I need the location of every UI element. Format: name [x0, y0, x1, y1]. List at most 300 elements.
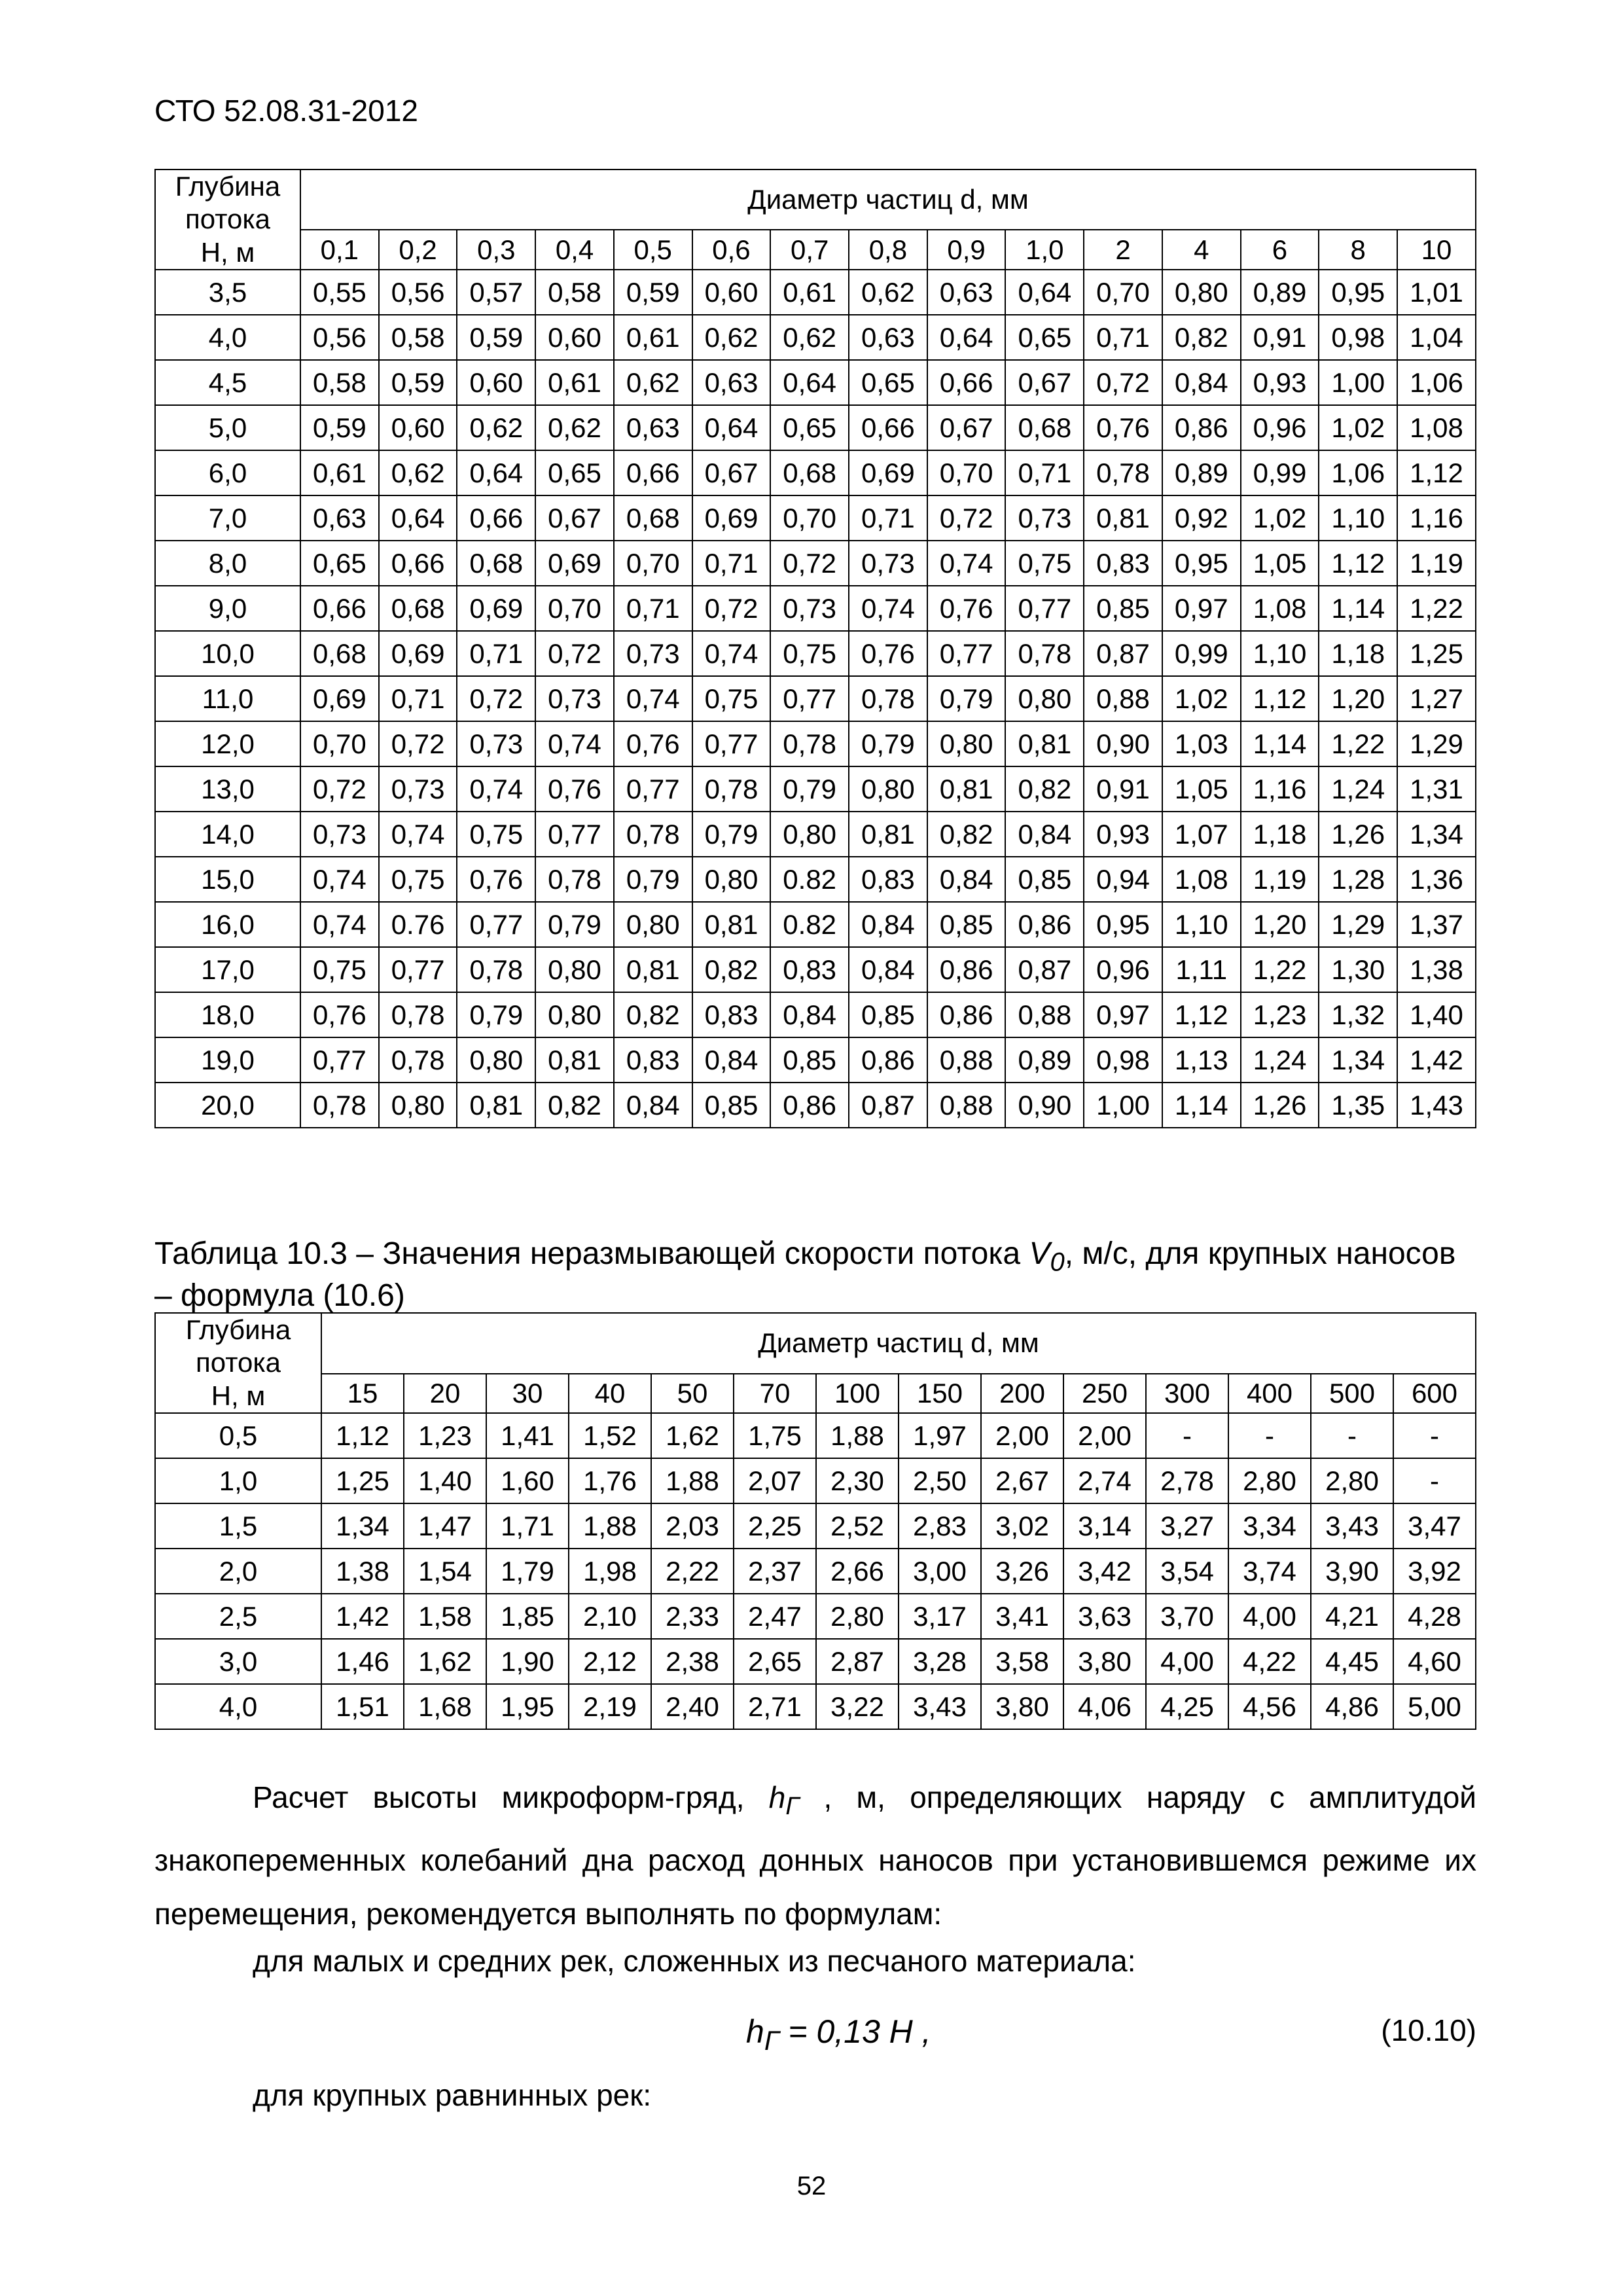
table1-value-cell: 0,68 — [300, 631, 379, 676]
table2-diameter-cell: 200 — [981, 1374, 1063, 1413]
table1-value-cell: 0,63 — [692, 360, 771, 405]
table1-value-cell: 0.82 — [770, 902, 849, 947]
table1-value-cell: 1,18 — [1241, 812, 1319, 857]
table2-value-cell: 4,86 — [1311, 1684, 1393, 1729]
table1-value-cell: 0,59 — [379, 360, 457, 405]
table-row — [155, 1037, 1476, 1083]
table1-value-cell: 0,74 — [535, 721, 614, 766]
table1-value-cell: 0,70 — [927, 450, 1006, 495]
paragraph-large-rivers: для крупных равнинных рек: — [253, 2078, 652, 2112]
table1-value-cell: 1,42 — [1397, 1037, 1476, 1083]
table2-value-cell: 3,34 — [1228, 1503, 1311, 1549]
table1-value-cell: 0,66 — [379, 541, 457, 586]
table2-diameter-cell: 30 — [486, 1374, 569, 1413]
table-row — [155, 450, 1476, 495]
table1-value-cell: 0,88 — [927, 1083, 1006, 1128]
table2-value-cell: 3,92 — [1393, 1549, 1476, 1594]
table2-value-cell: 2,87 — [816, 1639, 899, 1684]
table1-value-cell: 0,94 — [1084, 857, 1162, 902]
table1-value-cell: 0,85 — [1005, 857, 1084, 902]
table1-value-cell: 0,65 — [300, 541, 379, 586]
table2-value-cell: 2,66 — [816, 1549, 899, 1594]
table1-value-cell: 0,70 — [300, 721, 379, 766]
table2-value-cell: 1,41 — [486, 1413, 569, 1458]
table1-value-cell: 0,99 — [1162, 631, 1241, 676]
table1-value-cell: 0,71 — [692, 541, 771, 586]
table2-value-cell: 3,43 — [1311, 1503, 1393, 1549]
table1-value-cell: 0,92 — [1162, 495, 1241, 541]
table1-value-cell: 0,65 — [770, 405, 849, 450]
table2-value-cell: 3,02 — [981, 1503, 1063, 1549]
table1-value-cell: 0,96 — [1241, 405, 1319, 450]
table1-value-cell: 0,80 — [379, 1083, 457, 1128]
table1-value-cell: 0,87 — [1005, 947, 1084, 992]
table2-value-cell: 3,90 — [1311, 1549, 1393, 1594]
table1-depth-cell: 3,5 — [155, 270, 300, 315]
table2-value-cell: - — [1393, 1458, 1476, 1503]
table2-value-cell: 3,54 — [1146, 1549, 1228, 1594]
table1-value-cell: 0,98 — [1084, 1037, 1162, 1083]
table-row — [155, 495, 1476, 541]
table-row — [155, 1458, 1476, 1503]
table1-value-cell: 1,37 — [1397, 902, 1476, 947]
table1-value-cell: 0,69 — [535, 541, 614, 586]
table2-value-cell: 1,60 — [486, 1458, 569, 1503]
table1-value-cell: 0,77 — [692, 721, 771, 766]
table2-value-cell: 2,03 — [651, 1503, 734, 1549]
table1-depth-cell: 11,0 — [155, 676, 300, 721]
table1-value-cell: 0,78 — [535, 857, 614, 902]
table1-value-cell: 0,87 — [1084, 631, 1162, 676]
table2-value-cell: 1,98 — [569, 1549, 651, 1594]
table2-value-cell: 2,78 — [1146, 1458, 1228, 1503]
table1-value-cell: 0,95 — [1084, 902, 1162, 947]
table1-value-cell: 0,62 — [614, 360, 692, 405]
table1-value-cell: 0,79 — [927, 676, 1006, 721]
table1-value-cell: 0,67 — [1005, 360, 1084, 405]
table2-diameter-cell: 400 — [1228, 1374, 1311, 1413]
table2-diameter-header: Диаметр частиц d, мм — [321, 1313, 1476, 1374]
table2-value-cell: 2,19 — [569, 1684, 651, 1729]
table1-value-cell: 0,72 — [457, 676, 535, 721]
table2-value-cell: 1,88 — [816, 1413, 899, 1458]
table1-diameter-cell: 0,3 — [457, 230, 535, 270]
table2-value-cell: 1,38 — [321, 1549, 404, 1594]
table1-depth-cell: 4,5 — [155, 360, 300, 405]
table1-value-cell: 0,67 — [535, 495, 614, 541]
table1-value-cell: 0,96 — [1084, 947, 1162, 992]
page-number: 52 — [796, 2172, 827, 2200]
table2-value-cell: 3,80 — [1063, 1639, 1146, 1684]
table1-value-cell: 0,95 — [1319, 270, 1397, 315]
table1-value-cell: 1,12 — [1397, 450, 1476, 495]
table1-depth-cell: 20,0 — [155, 1083, 300, 1128]
table1-diameter-cell: 10 — [1397, 230, 1476, 270]
table1-value-cell: 0,81 — [692, 902, 771, 947]
table1-depth-header: Глубина потока Н, м — [155, 170, 300, 270]
table2-value-cell: 1,46 — [321, 1639, 404, 1684]
table1-value-cell: 0,84 — [692, 1037, 771, 1083]
table1-value-cell: 1,10 — [1162, 902, 1241, 947]
table1-diameter-cell: 0,7 — [770, 230, 849, 270]
table1-value-cell: 0,61 — [614, 315, 692, 360]
table1-value-cell: 0,83 — [614, 1037, 692, 1083]
table-row — [155, 586, 1476, 631]
table1-value-cell: 0,72 — [535, 631, 614, 676]
table1-value-cell: 1,16 — [1397, 495, 1476, 541]
table2-value-cell: 4,60 — [1393, 1639, 1476, 1684]
table1-diameter-cell: 0,6 — [692, 230, 771, 270]
table-row — [155, 1083, 1476, 1128]
table1-value-cell: 1,08 — [1397, 405, 1476, 450]
table1-value-cell: 0,98 — [1319, 315, 1397, 360]
table1-value-cell: 1,26 — [1319, 812, 1397, 857]
table2-value-cell: 1,42 — [321, 1594, 404, 1639]
table1-value-cell: 0,74 — [457, 766, 535, 812]
table1-value-cell: 0,69 — [379, 631, 457, 676]
table1-value-cell: 0,80 — [927, 721, 1006, 766]
table1-value-cell: 0,63 — [300, 495, 379, 541]
table-row — [155, 766, 1476, 812]
table1-value-cell: 0,72 — [770, 541, 849, 586]
table1-value-cell: 1,34 — [1397, 812, 1476, 857]
table1-depth-cell: 12,0 — [155, 721, 300, 766]
table1-value-cell: 0.76 — [379, 902, 457, 947]
table-row — [155, 360, 1476, 405]
table1-value-cell: 1,12 — [1162, 992, 1241, 1037]
table1-value-cell: 0,81 — [849, 812, 927, 857]
table1-value-cell: 1,25 — [1397, 631, 1476, 676]
table2-value-cell: 1,25 — [321, 1458, 404, 1503]
table1-diameter-cell: 6 — [1241, 230, 1319, 270]
table1-value-cell: 0,71 — [457, 631, 535, 676]
table1-value-cell: 0,62 — [692, 315, 771, 360]
table2-value-cell: 1,90 — [486, 1639, 569, 1684]
table1-value-cell: 0,77 — [927, 631, 1006, 676]
table2-value-cell: 1,62 — [651, 1413, 734, 1458]
table1-value-cell: 0,99 — [1241, 450, 1319, 495]
table1-value-cell: 0,80 — [535, 992, 614, 1037]
table2-value-cell: 1,68 — [404, 1684, 486, 1729]
table-row — [155, 1503, 1476, 1549]
table2-value-cell: 1,12 — [321, 1413, 404, 1458]
table1-value-cell: 0,91 — [1084, 766, 1162, 812]
table1-value-cell: 1,10 — [1241, 631, 1319, 676]
table2-value-cell: 4,00 — [1146, 1639, 1228, 1684]
table2-value-cell: 4,22 — [1228, 1639, 1311, 1684]
table-row — [155, 1594, 1476, 1639]
table1-value-cell: 0,78 — [1084, 450, 1162, 495]
table1-value-cell: 0,90 — [1005, 1083, 1084, 1128]
table2-value-cell: 1,40 — [404, 1458, 486, 1503]
table1-value-cell: 0,82 — [535, 1083, 614, 1128]
table1-value-cell: 1,22 — [1397, 586, 1476, 631]
table2-value-cell: 3,42 — [1063, 1549, 1146, 1594]
table1-diameter-cell: 2 — [1084, 230, 1162, 270]
table1-value-cell: 0,72 — [379, 721, 457, 766]
table2-value-cell: 2,50 — [899, 1458, 981, 1503]
table1-value-cell: 0,79 — [849, 721, 927, 766]
table1-value-cell: 1,31 — [1397, 766, 1476, 812]
table2-value-cell: 3,41 — [981, 1594, 1063, 1639]
table1-value-cell: 0,78 — [379, 1037, 457, 1083]
table1-value-cell: 0,64 — [379, 495, 457, 541]
table1-value-cell: 0,85 — [849, 992, 927, 1037]
table2-value-cell: 2,22 — [651, 1549, 734, 1594]
table-row — [155, 902, 1476, 947]
table1-value-cell: 0,57 — [457, 270, 535, 315]
table1-value-cell: 0,80 — [1005, 676, 1084, 721]
table1-value-cell: 0,79 — [692, 812, 771, 857]
table1-value-cell: 0,62 — [770, 315, 849, 360]
table2-value-cell: 3,47 — [1393, 1503, 1476, 1549]
table1-value-cell: 0,81 — [457, 1083, 535, 1128]
table1-value-cell: 0,58 — [379, 315, 457, 360]
table1-value-cell: 0,89 — [1005, 1037, 1084, 1083]
table1-value-cell: 0,93 — [1084, 812, 1162, 857]
table1-value-cell: 0,64 — [770, 360, 849, 405]
table1-value-cell: 0,66 — [927, 360, 1006, 405]
table2-value-cell: - — [1146, 1413, 1228, 1458]
table2-depth-cell: 1,0 — [155, 1458, 321, 1503]
table2-value-cell: 4,00 — [1228, 1594, 1311, 1639]
table2-value-cell: 2,33 — [651, 1594, 734, 1639]
table1-value-cell: 0,72 — [300, 766, 379, 812]
table1-value-cell: 0,63 — [927, 270, 1006, 315]
table2-value-cell: 1,88 — [569, 1503, 651, 1549]
table1-value-cell: 0,78 — [457, 947, 535, 992]
table1-diameter-cell: 0,9 — [927, 230, 1006, 270]
table1-value-cell: 0,74 — [614, 676, 692, 721]
table2-value-cell: 3,70 — [1146, 1594, 1228, 1639]
table1-value-cell: 0,87 — [849, 1083, 927, 1128]
table1-value-cell: 0,79 — [614, 857, 692, 902]
table-row — [155, 405, 1476, 450]
table1-value-cell: 1,36 — [1397, 857, 1476, 902]
table1-value-cell: 0,81 — [1005, 721, 1084, 766]
table1-value-cell: 1,43 — [1397, 1083, 1476, 1128]
document-code: СТО 52.08.31-2012 — [154, 94, 418, 128]
table1-value-cell: 1,22 — [1241, 947, 1319, 992]
critical-velocity-table-fine — [154, 169, 1476, 1128]
table1-value-cell: 0,95 — [1162, 541, 1241, 586]
table-row — [155, 947, 1476, 992]
table1-depth-cell: 13,0 — [155, 766, 300, 812]
table1-depth-cell: 5,0 — [155, 405, 300, 450]
table1-value-cell: 0,59 — [300, 405, 379, 450]
table1-value-cell: 0,77 — [379, 947, 457, 992]
table2-value-cell: 2,80 — [816, 1594, 899, 1639]
table2-value-cell: 2,00 — [1063, 1413, 1146, 1458]
table1-value-cell: 0,89 — [1162, 450, 1241, 495]
table1-value-cell: 1,00 — [1319, 360, 1397, 405]
table1-value-cell: 0,75 — [379, 857, 457, 902]
table1-value-cell: 0,89 — [1241, 270, 1319, 315]
table1-value-cell: 0,86 — [770, 1083, 849, 1128]
table1-value-cell: 0,81 — [614, 947, 692, 992]
table1-value-cell: 0,73 — [770, 586, 849, 631]
table1-value-cell: 1,18 — [1319, 631, 1397, 676]
table1-value-cell: 0,70 — [1084, 270, 1162, 315]
table1-value-cell: 0,67 — [927, 405, 1006, 450]
table1-value-cell: 0,56 — [379, 270, 457, 315]
table1-value-cell: 0,61 — [535, 360, 614, 405]
table1-value-cell: 1,11 — [1162, 947, 1241, 992]
table1-diameter-cell: 0,1 — [300, 230, 379, 270]
table2-value-cell: 1,97 — [899, 1413, 981, 1458]
table1-value-cell: 0,86 — [1005, 902, 1084, 947]
table1-value-cell: 0,64 — [1005, 270, 1084, 315]
table1-value-cell: 0,56 — [300, 315, 379, 360]
table2-diameter-cell: 500 — [1311, 1374, 1393, 1413]
table1-value-cell: 0,77 — [770, 676, 849, 721]
table2-value-cell: 5,00 — [1393, 1684, 1476, 1729]
table1-value-cell: 0,82 — [1005, 766, 1084, 812]
table1-depth-cell: 17,0 — [155, 947, 300, 992]
table1-value-cell: 0,63 — [849, 315, 927, 360]
table1-value-cell: 0,62 — [849, 270, 927, 315]
table1-value-cell: 0,74 — [849, 586, 927, 631]
table2-depth-cell: 2,0 — [155, 1549, 321, 1594]
table1-value-cell: 0,80 — [457, 1037, 535, 1083]
table1-value-cell: 0,76 — [927, 586, 1006, 631]
table1-value-cell: 1,14 — [1319, 586, 1397, 631]
table1-value-cell: 0,85 — [692, 1083, 771, 1128]
table1-value-cell: 0,66 — [457, 495, 535, 541]
table1-value-cell: 0,76 — [614, 721, 692, 766]
table1-value-cell: 0,58 — [300, 360, 379, 405]
table1-value-cell: 0,71 — [1084, 315, 1162, 360]
table1-value-cell: 0,74 — [300, 857, 379, 902]
table1-value-cell: 0,78 — [300, 1083, 379, 1128]
table1-value-cell: 0,66 — [300, 586, 379, 631]
table2-depth-cell: 2,5 — [155, 1594, 321, 1639]
table1-value-cell: 0,75 — [300, 947, 379, 992]
table1-value-cell: 1,08 — [1241, 586, 1319, 631]
table2-value-cell: 3,43 — [899, 1684, 981, 1729]
table1-value-cell: 1,19 — [1241, 857, 1319, 902]
table1-value-cell: 0,77 — [457, 902, 535, 947]
table1-value-cell: 0,73 — [457, 721, 535, 766]
table1-value-cell: 0,80 — [1162, 270, 1241, 315]
table2-value-cell: 3,22 — [816, 1684, 899, 1729]
table1-depth-cell: 14,0 — [155, 812, 300, 857]
table2-value-cell: 1,58 — [404, 1594, 486, 1639]
table2-depth-header: Глубина потока Н, м — [155, 1313, 321, 1413]
table1-value-cell: 0,80 — [614, 902, 692, 947]
table1-diameter-cell: 4 — [1162, 230, 1241, 270]
table1-value-cell: 1,29 — [1397, 721, 1476, 766]
table1-value-cell: 0,69 — [849, 450, 927, 495]
table1-value-cell: 0,80 — [849, 766, 927, 812]
table2-depth-cell: 0,5 — [155, 1413, 321, 1458]
table1-value-cell: 0,84 — [927, 857, 1006, 902]
table2-value-cell: - — [1393, 1413, 1476, 1458]
table1-value-cell: 0,73 — [849, 541, 927, 586]
table1-value-cell: 0,73 — [379, 766, 457, 812]
formula-number: (10.10) — [1381, 2013, 1476, 2047]
table2-value-cell: 4,25 — [1146, 1684, 1228, 1729]
table1-value-cell: 0,59 — [614, 270, 692, 315]
table2-depth-cell: 4,0 — [155, 1684, 321, 1729]
table1-value-cell: 0,82 — [1162, 315, 1241, 360]
table1-value-cell: 0,68 — [770, 450, 849, 495]
table1-diameter-cell: 0,5 — [614, 230, 692, 270]
table2-value-cell: 2,00 — [981, 1413, 1063, 1458]
table1-diameter-cell: 1,0 — [1005, 230, 1084, 270]
table1-value-cell: 1,23 — [1241, 992, 1319, 1037]
table2-value-cell: 2,25 — [734, 1503, 816, 1549]
table1-value-cell: 0,64 — [927, 315, 1006, 360]
table1-value-cell: 0,67 — [692, 450, 771, 495]
table1-diameter-cell: 0,4 — [535, 230, 614, 270]
table1-value-cell: 0,64 — [457, 450, 535, 495]
table1-value-cell: 0,78 — [614, 812, 692, 857]
table-row — [155, 812, 1476, 857]
table2-depth-cell: 3,0 — [155, 1639, 321, 1684]
table1-value-cell: 0,82 — [692, 947, 771, 992]
table1-diameter-cell: 0,2 — [379, 230, 457, 270]
table2-value-cell: 2,74 — [1063, 1458, 1146, 1503]
table2-value-cell: 3,00 — [899, 1549, 981, 1594]
table1-value-cell: 0,88 — [1005, 992, 1084, 1037]
table1-value-cell: 1,24 — [1241, 1037, 1319, 1083]
table1-value-cell: 0,80 — [692, 857, 771, 902]
table1-value-cell: 0,75 — [1005, 541, 1084, 586]
table1-value-cell: 0,72 — [692, 586, 771, 631]
table1-value-cell: 0,81 — [535, 1037, 614, 1083]
table2-value-cell: 1,34 — [321, 1503, 404, 1549]
table1-value-cell: 1,26 — [1241, 1083, 1319, 1128]
table1-value-cell: 0,69 — [457, 586, 535, 631]
table1-value-cell: 0,84 — [849, 902, 927, 947]
table2-depth-cell: 1,5 — [155, 1503, 321, 1549]
table1-value-cell: 0,72 — [1084, 360, 1162, 405]
table2-value-cell: 4,06 — [1063, 1684, 1146, 1729]
table1-value-cell: 0,84 — [1162, 360, 1241, 405]
table1-value-cell: 0,65 — [849, 360, 927, 405]
table2-diameter-cell: 250 — [1063, 1374, 1146, 1413]
table1-value-cell: 0,82 — [614, 992, 692, 1037]
table1-value-cell: 1,10 — [1319, 495, 1397, 541]
table2-value-cell: 1,23 — [404, 1413, 486, 1458]
table2-value-cell: 2,12 — [569, 1639, 651, 1684]
table1-value-cell: 0,78 — [849, 676, 927, 721]
table1-value-cell: 1,03 — [1162, 721, 1241, 766]
table1-value-cell: 1,14 — [1162, 1083, 1241, 1128]
table1-diameter-header: Диаметр частиц d, мм — [300, 170, 1476, 230]
table1-value-cell: 0,86 — [1162, 405, 1241, 450]
table1-value-cell: 0,73 — [1005, 495, 1084, 541]
table1-value-cell: 1,27 — [1397, 676, 1476, 721]
table1-value-cell: 0,84 — [849, 947, 927, 992]
table2-diameter-cell: 300 — [1146, 1374, 1228, 1413]
table1-value-cell: 1,12 — [1241, 676, 1319, 721]
table1-value-cell: 1,16 — [1241, 766, 1319, 812]
table2-value-cell: 1,79 — [486, 1549, 569, 1594]
table1-value-cell: 1,05 — [1241, 541, 1319, 586]
table1-value-cell: 0,74 — [379, 812, 457, 857]
table1-value-cell: 1,05 — [1162, 766, 1241, 812]
table2-value-cell: 1,51 — [321, 1684, 404, 1729]
table1-value-cell: 0,73 — [614, 631, 692, 676]
table1-value-cell: 1,20 — [1319, 676, 1397, 721]
table1-value-cell: 1,02 — [1241, 495, 1319, 541]
table2-value-cell: 2,65 — [734, 1639, 816, 1684]
paragraph-ridge-height: Расчет высоты микроформ-гряд, $h_Г$ , м, определяющих наряду с амплитудой знакопеременных колебаний дна расход донных наносов при установившемся режиме их перемещения, рекомендуется выполнять по формулам: — [154, 1780, 1476, 1931]
table1-value-cell: 1,07 — [1162, 812, 1241, 857]
table1-value-cell: 0,55 — [300, 270, 379, 315]
